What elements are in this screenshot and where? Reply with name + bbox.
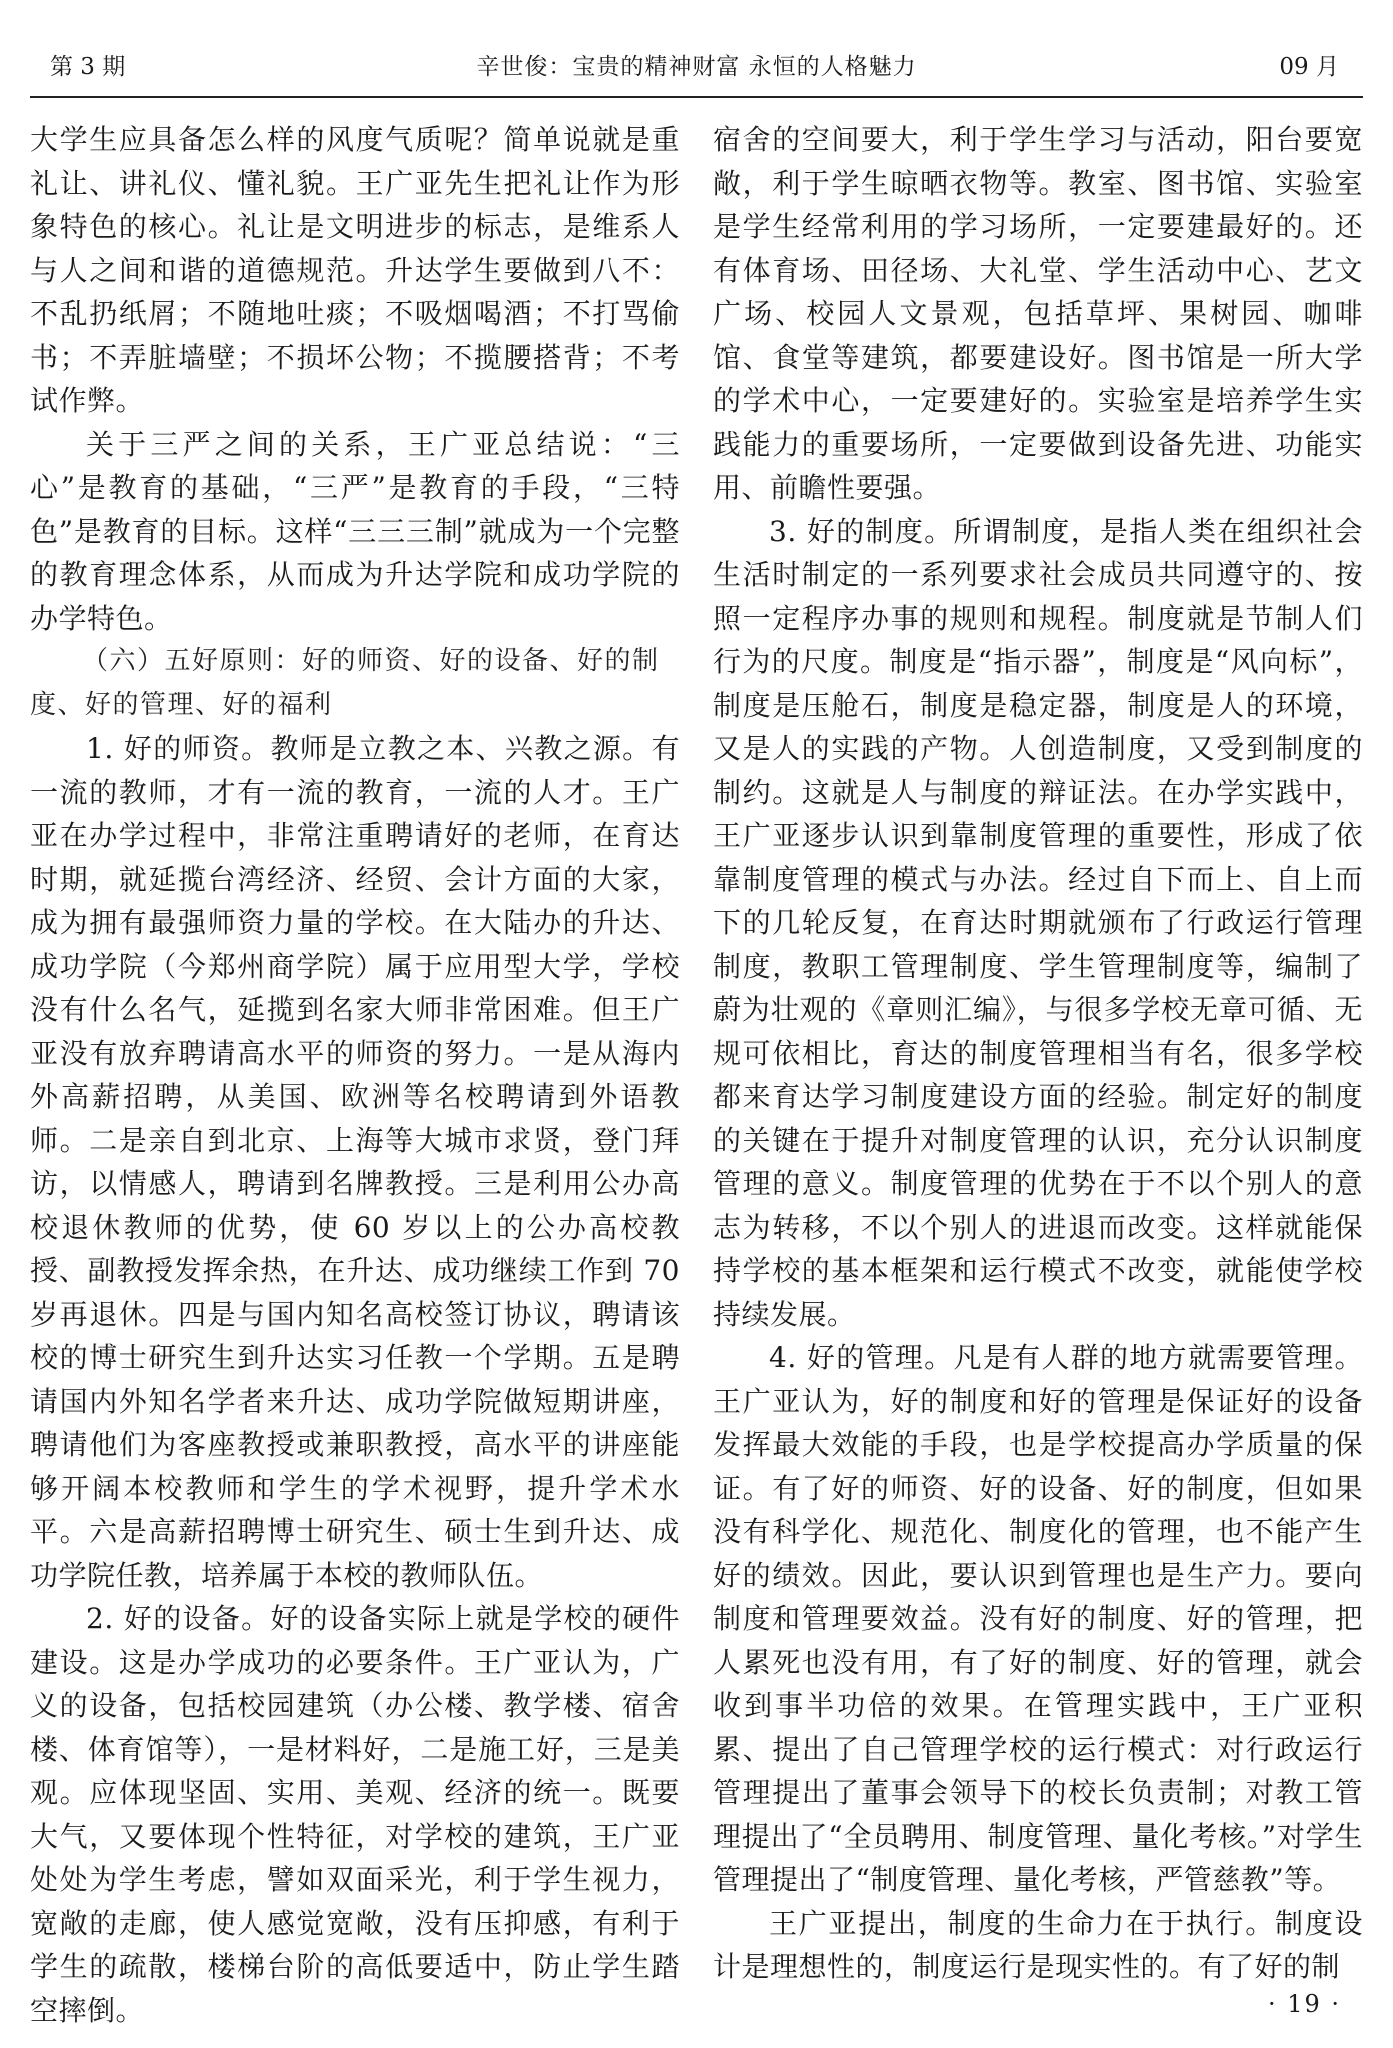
running-header xyxy=(30,40,1363,92)
paragraph-good-management: 4. 好的管理。凡是有人群的地方就需要管理。王广亚认为，好的制度和好的管理是保证好的设备发挥最大效能的手段，也是学校提高办学质量的保证。有了好的师资、好的设备、好的制度，但如果没有科学化、规范化、制度化的管理，也不能产生好的绩效。因此，要认识到管理也是生产力。要向制度和管理要效益。没有好的制度、好的管理，把人累死也没有用，有了好的制度、好的管理，就会收到事半功倍的效果。在管理实践中，王广亚积累、提出了自己管理学校的运行模式：对行政运行管理提出了董事会领导下的校长负责制；对教工管理提出了“全员聘用、制度管理、量化考核。”对学生管理提出了“制度管理、量化考核，严管慈教”等。 xyxy=(713,1341,1363,1896)
issue-number: 第 3 期 xyxy=(50,54,126,80)
paragraph-good-system: 3. 好的制度。所谓制度，是指人类在组织社会生活时制定的一系列要求社会成员共同遵守的、按照一定程序办事的规则和规程。制度就是节制人们行为的尺度。制度是“指示器”，制度是“风向标”，制度是压舱石，制度是稳定器，制度是人的环境，又是人的实践的产物。人创造制度，又受到制度的制约。这就是人与制度的辩证法。在办学实践中，王广亚逐步认识到靠制度管理的重要性，形成了依靠制度管理的模式与办法。经过自下而上、自上而下的几轮反复，在育达时期就颁布了行政运行管理制度，教职工管理制度、学生管理制度等，编制了蔚为壮观的《章则汇编》，与很多学校无章可循、无规可依相比，育达的制度管理相当有名，很多学校都来育达学习制度建设方面的经验。制定好的制度的关键在于提升对制度管理的认识，充分认识制度管理的意义。制度管理的优势在于不以个别人的意志为转移，不以个别人的进退而改变。这样就能保持学校的基本框架和运行模式不改变，就能使学校持续发展。 xyxy=(713,514,1363,1331)
paragraph-good-faculty: 1. 好的师资。教师是立教之本、兴教之源。有一流的教师，才有一流的教育，一流的人才。王广亚在办学过程中，非常注重聘请好的老师，在育达时期，就延揽台湾经济、经贸、会计方面的大家，成为拥有最强师资力量的学校。在大陆办的升达、成功学院（今郑州商学院）属于应用型大学，学校没有什么名气，延揽到名家大师非常困难。但王广亚没有放弃聘请高水平的师资的努力。一是从海内外高薪招聘，从美国、欧洲等名校聘请到外语教师。二是亲自到北京、上海等大城市求贤，登门拜访，以情感人，聘请到名牌教授。三是利用公办高校退休教师的优势，使 60 岁以上的公办高校教授、副教授发挥余热，在升达、成功继续工作到 70 岁再退休。四是与国内知名高校签订协议，聘请该校的博士研究生到升达实习任教一个学期。五是聘请国内外知名学者来升达、成功学院做短期讲座，聘请他们为客座教授或兼职教授，高水平的讲座能够开阔本校教师和学生的学术视野，提升学术水平。六是高薪招聘博士研究生、硕士生到升达、成功学院任教，培养属于本校的教师队伍。 xyxy=(30,732,680,1592)
running-title: 辛世俊：宝贵的精神财富 永恒的人格魅力 xyxy=(476,54,917,80)
section-heading-five-principles: （六）五好原则：好的师资、好的设备、好的制度、好的管理、好的福利 xyxy=(30,646,660,720)
right-column xyxy=(713,118,1363,1989)
page-number: · 19 · xyxy=(1267,1990,1341,2018)
paragraph-good-facilities: 2. 好的设备。好的设备实际上就是学校的硬件建设。这是办学成功的必要条件。王广亚认为，广义的设备，包括校园建筑（办公楼、教学楼、宿舍楼、体育馆等），一是材料好，二是施工好，三是美观。应体现坚固、实用、美观、经济的统一。既要大气，又要体现个性特征，对学校的建筑，王广亚处处为学生考虑，譬如双面采光，利于学生视力，宽敞的走廊，使人感觉宽敞，没有压抑感，有利于学生的疏散，楼梯台阶的高低要适中，防止学生踏空摔倒。 xyxy=(30,1602,680,2027)
header-rule xyxy=(30,96,1363,98)
paragraph-three-strict: 关于三严之间的关系，王广亚总结说：“三心”是教育的基础，“三严”是教育的手段，“三特色”是教育的目标。这样“三三三制”就成为一个完整的教育理念体系，从而成为升达学院和成功学院的办学特色。 xyxy=(30,427,680,635)
left-column xyxy=(30,118,680,2032)
issue-month: 09 月 xyxy=(1279,54,1339,80)
paragraph-facilities-cont: 宿舍的空间要大，利于学生学习与活动，阳台要宽敞，利于学生晾晒衣物等。教室、图书馆、实验室是学生经常利用的学习场所，一定要建最好的。还有体育场、田径场、大礼堂、学生活动中心、艺文广场、校园人文景观，包括草坪、果树园、咖啡馆、食堂等建筑，都要建设好。图书馆是一所大学的学术中心，一定要建好的。实验室是培养学生实践能力的重要场所，一定要做到设备先进、功能实用、前瞻性要强。 xyxy=(713,123,1363,504)
paragraph-execution: 王广亚提出，制度的生命力在于执行。制度设计是理想性的，制度运行是现实性的。有了好的制 xyxy=(713,1906,1363,1983)
paragraph-etiquette: 大学生应具备怎么样的风度气质呢？简单说就是重礼让、讲礼仪、懂礼貌。王广亚先生把礼让作为形象特色的核心。礼让是文明进步的标志，是维系人与人之间和谐的道德规范。升达学生要做到八不：不乱扔纸屑；不随地吐痰；不吸烟喝酒；不打骂偷书；不弄脏墙壁；不损坏公物；不揽腰搭背；不考试作弊。 xyxy=(30,123,680,417)
